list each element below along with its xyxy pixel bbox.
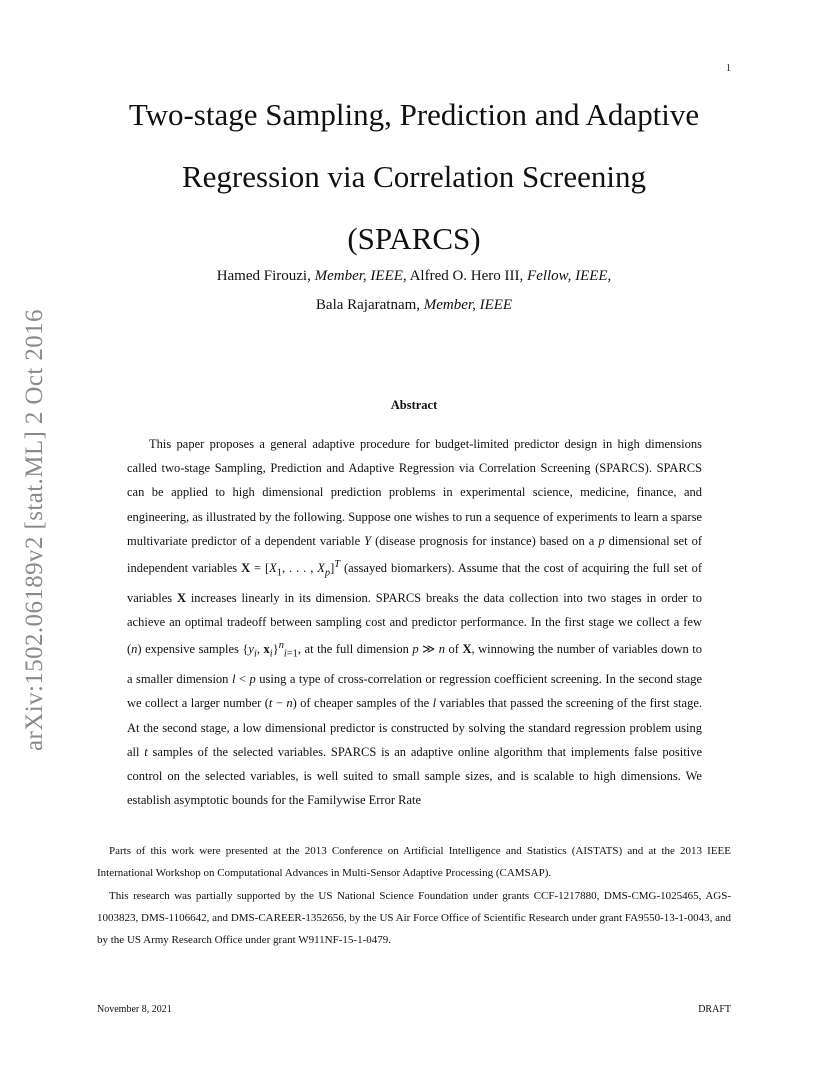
author-name: Hamed Firouzi, — [216, 268, 315, 284]
footer-date: November 8, 2021 — [97, 1004, 172, 1015]
abstract-text: This paper proposes a general adaptive procedure for budget-limited predictor design in high dimensions called two-stage Sampling, Prediction and Adaptive Regression via Correlation Screening (SPARCS). SPARCS can be applied to high dimensional prediction problems in experimental science, medicine, finance, and engineering, as illustrated by the following. Suppose one wishes to run a sequence of experiments to learn a sparse multivariate predictor of a dependent variable Y (disease prognosis for instance) based on a p dimensional set of independent variables $X = [X_1$, . . . , $X_p]^T$ (assayed biomarkers). Assume that the cost of acquiring the full set of variables X increases linearly in its dimension. SPARCS breaks the data collection into two stages in order to achieve an optimal tradeoff between sampling cost and predictor performance. In the first stage we collect a few (n) expensive samples {$y_i$, $x_i\}^n_{i=1}$, at the full dimension p ≫ n of X, winnowing the number of variables down to a smaller dimension l < p using a type of cross-correlation or regression coefficient screening. In the second stage we collect a larger number (t − n) of cheaper samples of the l variables that passed the screening of the first stage. At the second stage, a low dimensional predictor is constructed by solving the standard regression problem using all t samples of the selected variables. SPARCS is an adaptive online algorithm that implements false positive control on the selected variables, is well suited to small sample sizes, and is scalable to high dimensions. We establish asymptotic bounds for the Familywise Error Rate — [127, 437, 703, 808]
footer-draft-label: DRAFT — [698, 1004, 731, 1015]
author-affiliation: Fellow, IEEE, — [527, 268, 612, 284]
page-number: 1 — [726, 63, 731, 74]
title-line-2: Regression via Correlation Screening — [181, 159, 647, 194]
author-name: Bala Rajaratnam, — [315, 297, 424, 313]
arxiv-identifier-stamp: arXiv:1502.06189v2 [stat.ML] 2 Oct 2016 — [21, 309, 48, 751]
author-list — [80, 262, 748, 320]
footnote-conference: Parts of this work were presented at the 2013 Conference on Artificial Intelligence and Statistics (AISTATS) and at the 2013 IEEE International Workshop on Computational Advances in Multi-Sensor Adaptive Processing (CAMSAP). — [97, 845, 731, 880]
paper-title — [80, 84, 748, 270]
footnote-funding: This research was partially supported by the US National Science Foundation under grants CCF-1217880, DMS-CMG-1025465, AGS-1003823, DMS-1106642, and DMS-CAREER-1352656, by the US Air Force Office of Scientific Research under grant FA9550-13-1-0043, and by the US Army Research Office under grant W911NF-15-1-0479. — [97, 889, 731, 947]
title-line-3: (SPARCS) — [347, 221, 481, 256]
title-line-1: Two-stage Sampling, Prediction and Adaptive — [128, 97, 700, 132]
abstract-heading: Abstract — [390, 398, 438, 412]
footnotes — [97, 840, 731, 951]
author-affiliation: Member, IEEE, — [314, 268, 407, 284]
author-name: Alfred O. Hero III, — [406, 268, 528, 284]
author-affiliation: Member, IEEE — [423, 297, 513, 313]
